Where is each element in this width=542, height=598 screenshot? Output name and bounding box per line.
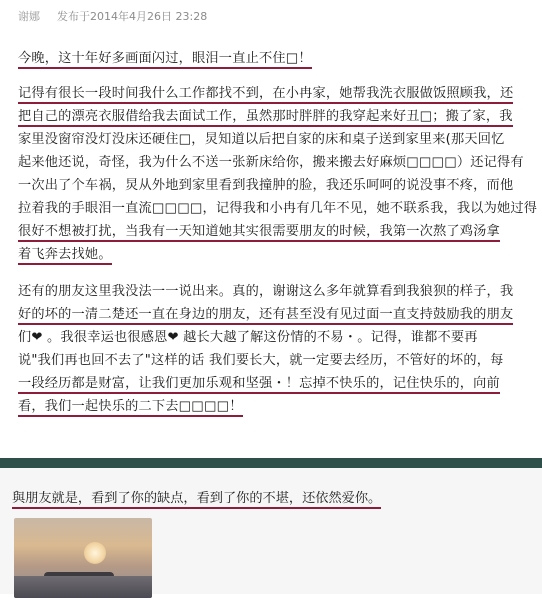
post-line-7: 拉着我的手眼泪一直流□□□□，记得我和小冉有几年不见，她不联系我，我以为她过得 [18,201,538,216]
post-line-5: 起来他还说，奇怪，我为什么不送一张新床给你，搬来搬去好麻烦□□□□）还记得有 [18,155,524,170]
post-line-15: 看，我们一起快乐的二下去□□□□！ [18,399,243,417]
post-2 [0,468,542,594]
post-line-11: 好的坏的一清二楚还一直在身边的朋友，还有甚至没有见过面一直支持鼓励我的朋友 [18,307,513,325]
publish-time: 发布于2014年4月26日 23:28 [57,10,208,23]
post-line-13: 说"我们再也回不去了"这样的话 我们要长大，就一定要去经历，不管好的坏的，每 [18,353,504,368]
sun-icon [84,542,106,564]
post-2-photo[interactable] [14,518,152,598]
post-line-10: 还有的朋友这里我没法一一说出来。真的，谢谢这么多年就算看到我狼狈的样子，我 [18,284,514,299]
post-line-14: 一段经历都是财富，让我们更加乐观和坚强・！忘掉不快乐的，记住快乐的，向前 [18,376,500,394]
section-divider [0,458,542,468]
post-line-6: 一次出了个车祸，炅从外地到家里看到我撞肿的脸，我还乐呵呵的说没事不疼，而他 [18,178,514,193]
author-name[interactable]: 谢娜 [18,10,40,23]
post-line-12: 们❤ 。我很幸运也很感恩❤ 越长大越了解这份情的不易・。记得，谁都不要再 [18,330,478,345]
post-line-4: 家里没窗帘没灯没床还硬住□，炅知道以后把自家的床和桌子送到家里来(那天回忆 [18,132,505,147]
post-line-8: 很好不想被打扰，当我有一天知道她其实很需要朋友的时候，我第一次熬了鸡汤拿 [18,224,500,242]
post-line-2: 记得有很长一段时间我什么工作都找不到，在小冉家，她帮我洗衣服做饭照顾我，还 [18,86,513,104]
post-line-3: 把自己的漂亮衣服借给我去面试工作，虽然那时胖胖的我穿起来好丑□；搬了家，我 [18,109,513,127]
post-meta [18,8,207,24]
post-line-1: 今晚，这十年好多画面闪过，眼泪一直止不住□！ [18,51,312,69]
post-2-text: 與朋友就是，看到了你的缺点，看到了你的不堪，还依然爱你。 [12,491,381,509]
post-line-9: 着飞奔去找她。 [18,247,112,265]
shore-shape [14,576,152,598]
